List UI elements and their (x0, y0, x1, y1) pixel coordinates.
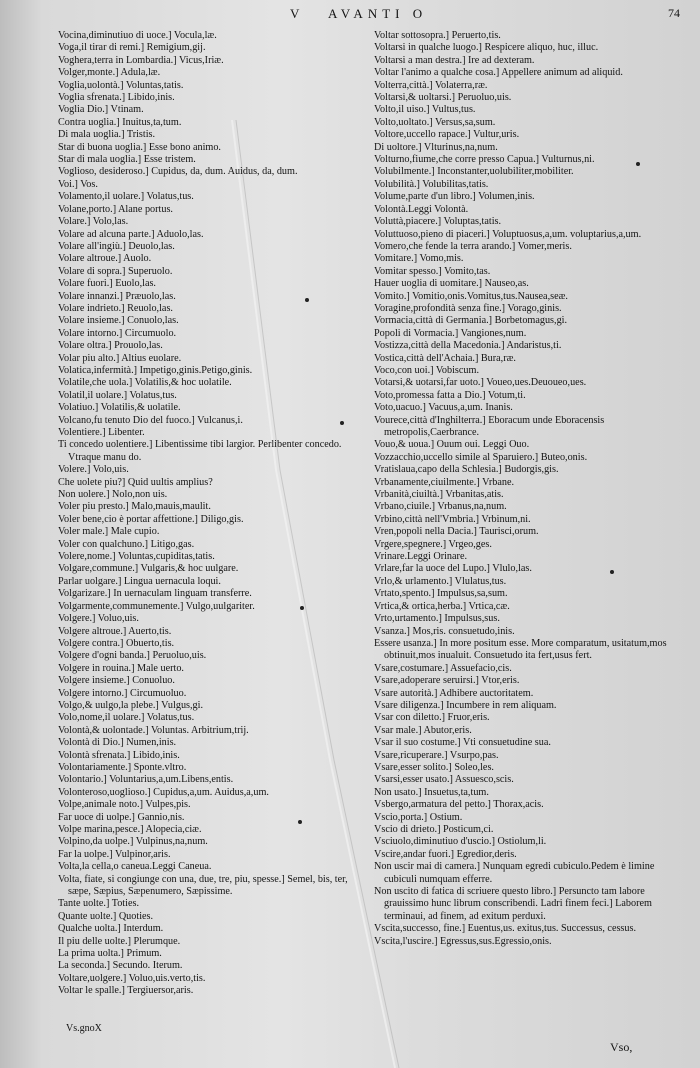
left-column-entry: Vocina,diminutiuo di uoce.] Vocula,læ. (58, 30, 217, 41)
right-column-entry: Vsbergo,armatura del petto.] Thorax,acis. (374, 799, 544, 811)
left-column-entry: Volpe,animale noto.] Vulpes,pis. (58, 799, 191, 811)
left-column-entry: Volgo,& uulgo,la plebe.] Vulgus,gi. (58, 699, 204, 711)
right-column-entry: Hauer uoglia di uomitare.] Nauseo,as. (374, 278, 529, 290)
left-column-entry: Volgarmente,communemente.] Vulgo,uulgariter. (58, 600, 255, 612)
left-column-entry: Ti concedo uolentiere.] Libentissime tibi largior. Perlibenter concedo. Vtraque manu do. (58, 439, 342, 463)
left-column-entry: Qualche uolta.] Interdum. (58, 923, 164, 935)
left-column-entry: Volare oltra.] Prouolo,las. (58, 340, 163, 352)
right-column-entry: Vrtato,spento.] Impulsus,sa,sum. (374, 588, 508, 600)
right-column-entry: Voltarsi,& uoltarsi.] Peruoluo,uis. (374, 92, 512, 104)
left-column-entry: Volare ad alcuna parte.] Aduolo,las. (58, 228, 204, 240)
right-column-entry: Vormacia,città di Germania.] Borbetomagus,gi. (374, 315, 568, 327)
right-column-entry: Voto,uacuo.] Vacuus,a,um. Inanis. (374, 402, 513, 414)
left-column-entry: Parlar uolgare.] Lingua uernacula loqui. (58, 575, 221, 587)
left-column-entry: Volgere contra.] Obuerto,tis. (58, 637, 175, 649)
right-column-entry: Vsar il suo costume.] Vti consuetudine sua. (374, 737, 551, 749)
left-column-entry: Voler male.] Male cupio. (58, 526, 160, 538)
left-column-entry: Volgere d'ogni banda.] Peruoluo,uis. (58, 650, 207, 662)
left-column-entry: Volpe marina,pesce.] Alopecia,ciæ. (58, 824, 202, 835)
ink-spot (610, 570, 614, 574)
right-column-entry: Voluttà,piacere.] Voluptas,tatis. (374, 216, 502, 228)
left-column-entry: Volpino,da uolpe.] Vulpinus,na,num. (58, 836, 208, 848)
ink-spot (340, 421, 344, 425)
left-column-entry: Volare innanzi.] Præuolo,las. (58, 290, 176, 302)
left-column-entry: Di mala uoglia.] Tristis. (58, 129, 156, 141)
right-column-entry: Non usato.] Insuetus,ta,tum. (374, 786, 489, 798)
right-column-entry: Vscio,porta.] Ostium. (374, 811, 463, 823)
right-column-entry: Voto,promessa fatta a Dio.] Votum,ti. (374, 389, 526, 401)
left-column-entry: La seconda.] Secundo. Iterum. (58, 960, 183, 972)
right-column-entry: Volubilmente.] Inconstanter,uolubiliter,mobiliter. (374, 166, 574, 178)
left-column-entry: Voglioso, desideroso.] Cupidus, da, dum. Auidus, da, dum. (58, 166, 298, 178)
left-column-entry: Volontà,& uolontade.] Voluntas. Arbitrium,trij. (58, 724, 249, 736)
left-column-entry: Voltare,uolgere.] Voluo,uis.verto,tis. (58, 972, 206, 984)
left-column-entry: Voglia Dio.] Vtinam. (58, 104, 144, 116)
right-column-entry: Vostizza,città della Macedonia.] Andaristus,ti. (374, 340, 562, 352)
ink-spot (636, 162, 640, 166)
right-column-entry: Volontà.Leggi Volontà. (374, 203, 469, 215)
left-column-entry: Volontà di Dio.] Numen,inis. (58, 737, 177, 749)
right-column-entry: Vrbino,città nell'Vmbria.] Vrbinum,ni. (374, 513, 531, 525)
footer-left: Vs.gnoX (66, 1023, 102, 1034)
left-column-entry: La prima uolta.] Primum. (58, 948, 162, 960)
left-column-entry: Volonteroso,uoglioso.] Cupidus,a,um. Auidus,a,um. (58, 786, 269, 798)
left-column-entry: Voler piu presto.] Malo,mauis,maulit. (58, 501, 211, 513)
left-column-entry: Volere,nome.] Voluntas,cupiditas,tatis. (58, 551, 215, 563)
left-column-entry: Volgere insieme.] Conuoluo. (58, 675, 175, 687)
left-column-entry: Volgare,commune.] Vulgaris,& hoc uulgare. (58, 563, 239, 575)
right-column-entry: Vrbanità,ciuiltà.] Vrbanitas,atis. (374, 489, 504, 501)
left-column-entry: Tante uolte.] Toties. (58, 898, 139, 910)
left-column-entry: Volentiere.] Libenter. (58, 427, 145, 438)
left-column-entry: Star di mala uoglia.] Esse tristem. (58, 154, 196, 166)
right-column-entry: Volturno,fiume,che corre presso Capua.] Vulturnus,ni. (374, 154, 595, 166)
right-column-entry: Vsare,costumare.] Assuefacio,cis. (374, 662, 512, 674)
left-column-entry: Volgere intorno.] Circumuoluo. (58, 687, 187, 699)
right-column-entry: Volto,il uiso.] Vultus,tus. (374, 104, 476, 116)
left-column (58, 30, 358, 998)
left-column-entry: Volar piu alto.] Altius euolare. (58, 352, 182, 364)
left-column-entry: Volgarizare.] In uernaculam linguam transferre. (58, 588, 252, 600)
ink-spot (305, 298, 309, 302)
left-column-entry: Quante uolte.] Quoties. (58, 910, 154, 922)
right-column-entry: Vrbanamente,ciuilmente.] Vrbane. (374, 476, 515, 488)
right-column-entry: Vozzacchio,uccello simile al Sparuiero.] Buteo,onis. (374, 451, 588, 463)
right-column-entry: Volume,parte d'un libro.] Volumen,inis. (374, 191, 535, 203)
right-column-entry: Voltar l'animo a qualche cosa.] Appellere animum ad aliquid. (374, 67, 623, 79)
right-column-entry: Vsar male.] Abutor,eris. (374, 724, 472, 736)
left-column-entry: Voglia,uolontà.] Voluntas,tatis. (58, 79, 184, 91)
right-column-entry: Vrinare.Leggi Orinare. (374, 551, 468, 563)
right-column-entry: Voco,con uoi.] Vobiscum. (374, 364, 479, 376)
running-header (0, 4, 700, 26)
right-column-entry: Vsare,adoperare seruirsi.] Vtor,eris. (374, 675, 520, 687)
left-column-entry: Far la uolpe.] Vulpinor,aris. (58, 848, 171, 860)
left-column-entry: Volere.] Volo,uis. (58, 464, 129, 476)
right-column-entry: Vscita,l'uscire.] Egressus,sus.Egressio,onis. (374, 935, 552, 947)
catchword: Vso, (610, 1040, 633, 1054)
right-column-entry: Non uscir mai di camera.] Nunquam egredi cubiculo.Pedem è limine cubiculi numquam efferre. (374, 861, 655, 885)
right-column-entry: Voltore,uccello rapace.] Vultur,uris. (374, 129, 520, 141)
right-column-entry: Vratislaua,capo della Schlesia.] Budorgis,gis. (374, 464, 559, 476)
right-column-entry: Volto,uoltato.] Versus,sa,sum. (374, 116, 496, 128)
left-column-entry: Volane,porto.] Alane portus. (58, 203, 173, 215)
right-column-entry: Vsciuolo,diminutiuo d'uscio.] Ostiolum,li. (374, 836, 547, 848)
right-column-entry: Voltarsi in qualche luogo.] Respicere aliquo, huc, illuc. (374, 42, 599, 54)
left-column-entry: Voi.] Vos. (58, 178, 98, 190)
left-column-entry: Volontà sfrenata.] Libido,inis. (58, 749, 180, 761)
left-column-entry: Volgere altroue.] Auerto,tis. (58, 625, 172, 637)
left-column-entry: Voler con qualchuno.] Litigo,gas. (58, 538, 195, 550)
left-column-entry: Volta, fiate, si congiunge con una, due, tre, piu, spesse.] Semel, bis, ter, sæpe, Sæpius, Sæpenumero, Sæpissime. (58, 873, 348, 898)
right-column-entry: Non uscito di fatica di scriuere questo libro.] Persuncto tam labore grauissimo hunc librum conscribendi. Ladri finem feci.] Laborem terminaui, ad finem, ad exitum perduxi. (374, 886, 652, 922)
right-column-entry: Vscita,successo, fine.] Euentus,us. exitus,tus. Successus, cessus. (374, 923, 637, 935)
right-column (374, 30, 674, 948)
right-column-entry: Vscio di drieto.] Posticum,ci. (374, 824, 494, 835)
right-column-entry: Vomitare.] Vomo,mis. (374, 253, 464, 265)
left-column-entry: Volatica,infermità.] Impetigo,ginis.Petigo,ginis. (58, 364, 253, 376)
left-column-entry: Volo,nome,il uolare.] Volatus,tus. (58, 712, 195, 724)
left-column-entry: Non uolere.] Nolo,non uis. (58, 489, 168, 501)
left-column-entry: Volare indrieto.] Reuolo,las. (58, 302, 173, 314)
right-column-entry: Vsarsi,esser usato.] Assuesco,scis. (374, 774, 514, 786)
right-column-entry: Vomitar spesso.] Vomito,tas. (374, 265, 491, 277)
left-column-entry: Voghera,terra in Lombardia.] Vicus,Iriæ. (58, 54, 224, 66)
right-column-entry: Essere usanza.] In more positum esse. More comparatum, usitatum,mos obtinuit,mos inualuit. Consuetudo ita fert,usus fert. (374, 637, 667, 662)
right-column-entry: Vsare autorità.] Adhibere auctoritatem. (374, 687, 534, 699)
left-column-entry: Volatile,che uola.] Volatilis,& hoc uolatile. (58, 377, 232, 389)
left-column-entry: Volger,monte.] Adula,læ. (58, 67, 161, 79)
right-column-entry: Vrlare,far la uoce del Lupo.] Vlulo,las. (374, 563, 532, 575)
left-column-entry: Volare intorno.] Circumuolo. (58, 327, 177, 339)
right-column-entry: Vsanza.] Mos,ris. consuetudo,inis. (374, 625, 515, 637)
right-column-entry: Vren,popoli nella Dacia.] Taurisci,orum. (374, 526, 539, 538)
left-column-entry: Volatil,il uolare.] Volatus,tus. (58, 389, 177, 401)
page-number: 74 (668, 6, 680, 20)
header-mark: V (290, 6, 303, 21)
right-column-entry: Votarsi,& uotarsi,far uoto.] Voueo,ues.Deuoueo,ues. (374, 377, 587, 389)
right-column-entry: Vscire,andar fuori.] Egredior,deris. (374, 848, 517, 860)
left-column-entry: Voga,il tirar di remi.] Remigium,gij. (58, 42, 206, 54)
right-column-entry: Voltarsi a man destra.] Ire ad dexteram. (374, 54, 535, 66)
left-column-entry: Contra uoglia.] Inuitus,ta,tum. (58, 116, 182, 128)
left-column-entry: Il piu delle uolte.] Plerumque. (58, 935, 181, 947)
right-column-entry: Vrbano,ciuile.] Vrbanus,na,num. (374, 501, 507, 513)
right-column-entry: Vourece,città d'Inghilterra.] Eboracum unde Eboracensis metropolis,Caerbrance. (374, 414, 605, 438)
right-column-entry: Vostica,città dell'Achaia.] Bura,ræ. (374, 352, 516, 364)
left-column-entry: Voler bene,cio è portar affettione.] Diligo,gis. (58, 513, 244, 525)
left-column-entry: Volontario.] Voluntarius,a,um.Libens,entis. (58, 774, 234, 786)
left-column-entry: Voltar le spalle.] Tergiuersor,aris. (58, 985, 194, 997)
right-column-entry: Volterra,città.] Volaterra,ræ. (374, 79, 488, 91)
left-column-entry: Volare altroue.] Auolo. (58, 253, 152, 265)
right-column-entry: Voltar sottosopra.] Peruerto,tis. (374, 30, 501, 41)
left-column-entry: Volcano,fu tenuto Dio del fuoco.] Vulcanus,i. (58, 414, 243, 426)
right-column-entry: Volubilità.] Volubilitas,tatis. (374, 178, 489, 190)
right-column-entry: Vrto,urtamento.] Impulsus,sus. (374, 613, 500, 625)
right-column-entry: Vomero,che fende la terra arando.] Vomer,meris. (374, 240, 572, 252)
left-column-entry: Volgere in rouina.] Male uerto. (58, 662, 184, 674)
left-column-entry: Volgere.] Voluo,uis. (58, 613, 139, 625)
left-column-entry: Voglia sfrenata.] Libido,inis. (58, 92, 175, 104)
left-column-entry: Volare all'ingiù.] Deuolo,las. (58, 240, 175, 252)
right-column-entry: Vsare diligenza.] Incumbere in rem aliquam. (374, 699, 557, 711)
left-column-entry: Volare insieme.] Conuolo,las. (58, 315, 179, 327)
left-column-entry: Far uoce di uolpe.] Gannio,nis. (58, 811, 185, 823)
right-column-entry: Vouo,& uoua.] Ouum oui. Leggi Ouo. (374, 439, 530, 451)
left-column-entry: Volamento,il uolare.] Volatus,tus. (58, 191, 194, 203)
right-column-entry: Vsare,ricuperare.] Vsurpo,pas. (374, 749, 499, 761)
right-column-entry: Popoli di Vormacia.] Vangiones,num. (374, 327, 527, 339)
left-column-entry: Volontariamente.] Sponte.vltro. (58, 761, 187, 773)
right-column-entry: Vrlo,& urlamento.] Vlulatus,tus. (374, 575, 507, 587)
left-column-entry: Volta,la cella,o caneua.Leggi Caneua. (58, 861, 212, 873)
ink-spot (300, 606, 304, 610)
right-column-entry: Voragine,profondità senza fine.] Vorago,ginis. (374, 302, 562, 314)
right-column-entry: Vrtica,& ortica,herba.] Vrtica,cæ. (374, 600, 510, 612)
right-column-entry: Vsar con diletto.] Fruor,eris. (374, 712, 490, 724)
right-column-entry: Vrgere,spegnere.] Vrgeo,ges. (374, 538, 492, 550)
left-column-entry: Volare di sopra.] Superuolo. (58, 265, 173, 277)
left-column-entry: Volare.] Volo,las. (58, 216, 129, 228)
left-column-entry: Volatiuo.] Volatilis,& uolatile. (58, 402, 181, 414)
right-column-entry: Di uoltore.] Vlturinus,na,num. (374, 141, 498, 153)
left-column-entry: Che uolete piu?] Quid uultis amplius? (58, 476, 213, 488)
ink-spot (298, 820, 302, 824)
left-column-entry: Star di buona uoglia.] Esse bono animo. (58, 141, 221, 153)
right-column-entry: Vsare,esser solito.] Soleo,les. (374, 761, 494, 773)
left-column-entry: Volare fuori.] Euolo,las. (58, 278, 156, 290)
right-column-entry: Voluttuoso,pieno di piaceri.] Voluptuosus,a,um. voluptarius,a,um. (374, 228, 642, 240)
right-column-entry: Vomito.] Vomitio,onis.Vomitus,tus.Nausea,seæ. (374, 290, 568, 302)
header-title: AVANTI O (328, 6, 428, 21)
